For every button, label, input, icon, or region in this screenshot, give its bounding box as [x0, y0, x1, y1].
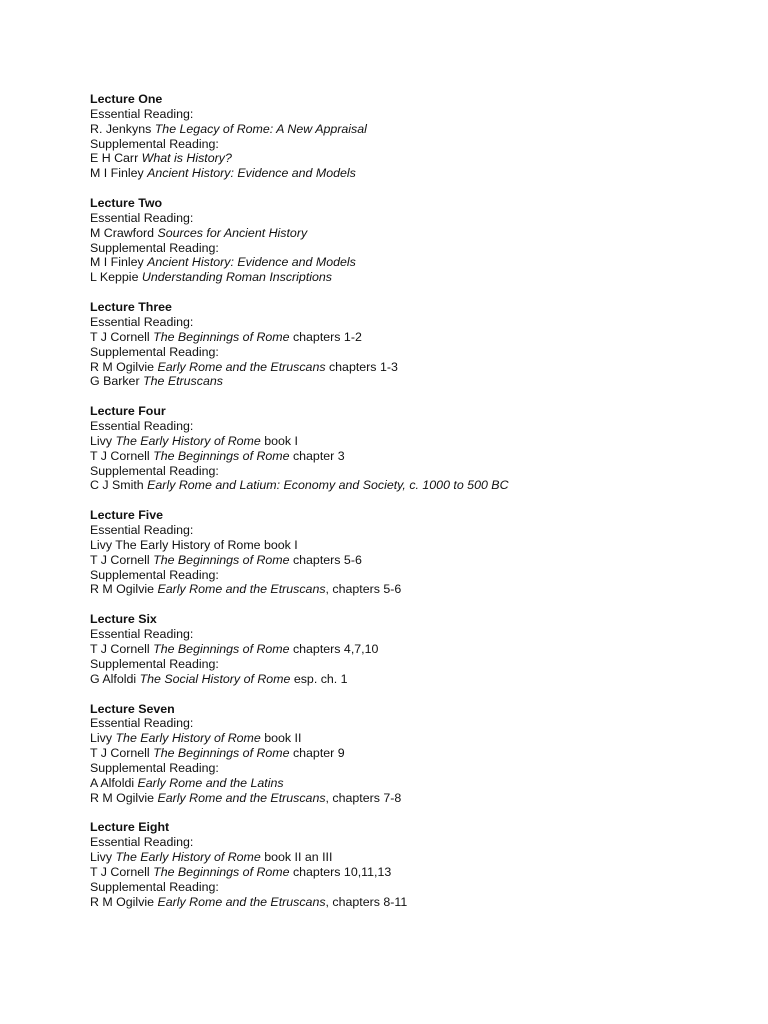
entry-text: Essential Reading: [90, 210, 194, 225]
book-title: The Social History of Rome [139, 671, 291, 686]
book-title: Understanding Roman Inscriptions [141, 270, 332, 285]
entry-text: Livy [90, 433, 116, 448]
reading-entry [90, 270, 768, 285]
reading-entry [90, 791, 768, 806]
reading-entry [90, 553, 768, 568]
reading-entry [90, 582, 768, 597]
book-title: Early Rome and the Etruscans [157, 894, 326, 909]
entry-text: A Alfoldi [90, 775, 138, 790]
book-title: The Beginnings of Rome [153, 864, 290, 879]
reading-category-label [90, 419, 768, 434]
entry-text: Livy The Early History of Rome book I [90, 537, 298, 552]
lecture-title: Lecture Six [90, 612, 157, 627]
reading-entry [90, 360, 768, 375]
reading-category-label [90, 627, 768, 642]
lecture-section [90, 404, 768, 493]
book-title: Early Rome and the Etruscans [157, 790, 326, 805]
reading-entry [90, 865, 768, 880]
reading-entry [90, 642, 768, 657]
entry-text: Essential Reading: [90, 716, 194, 731]
reading-entry [90, 776, 768, 791]
entry-text: M I Finley [90, 166, 148, 181]
entry-text: Essential Reading: [90, 835, 194, 850]
reading-category-label [90, 716, 768, 731]
reading-category-label [90, 137, 768, 152]
entry-text: , chapters 8-11 [325, 894, 408, 909]
book-title: The Early History of Rome [115, 850, 261, 865]
reading-category-label [90, 761, 768, 776]
reading-entry [90, 538, 768, 553]
reading-entry [90, 434, 768, 449]
lecture-title: Lecture Seven [90, 701, 175, 716]
lecture-section [90, 702, 768, 806]
lecture-section [90, 300, 768, 389]
entry-text: R. Jenkyns [90, 121, 155, 136]
entry-text: Supplemental Reading: [90, 656, 219, 671]
entry-text: Supplemental Reading: [90, 463, 219, 478]
lecture-title: Lecture One [90, 92, 163, 106]
lecture-title: Lecture Eight [90, 820, 170, 835]
lecture-section [90, 508, 768, 597]
entry-text: C J Smith [90, 478, 148, 493]
book-title: The Legacy of Rome: A New Appraisal [154, 121, 367, 136]
book-title: The Beginnings of Rome [153, 448, 290, 463]
entry-text: Essential Reading: [90, 314, 194, 329]
lecture-section [90, 196, 768, 285]
entry-text: T J Cornell [90, 642, 154, 656]
reading-category-label [90, 657, 768, 672]
reading-entry [90, 166, 768, 181]
entry-text: esp. ch. 1 [290, 671, 348, 686]
entry-text: T J Cornell [90, 448, 154, 463]
entry-text: T J Cornell [90, 329, 154, 344]
reading-category-label [90, 523, 768, 538]
reading-entry [90, 895, 768, 910]
book-title: The Etruscans [143, 374, 223, 389]
entry-text: chapters 10,11,13 [289, 864, 392, 879]
reading-entry [90, 731, 768, 746]
book-title: The Early History of Rome [115, 731, 261, 746]
entry-text: chapter 3 [289, 448, 345, 463]
reading-category-label [90, 835, 768, 850]
entry-text: book II an III [260, 850, 333, 865]
entry-text: T J Cornell [90, 746, 154, 761]
entry-text: chapters 1-2 [289, 329, 362, 344]
entry-text: G Alfoldi [90, 671, 140, 686]
reading-entry [90, 226, 768, 241]
lecture-title: Lecture Four [90, 404, 166, 419]
lecture-section [90, 92, 768, 181]
reading-entry [90, 746, 768, 761]
reading-entry [90, 449, 768, 464]
entry-text: R M Ogilvie [90, 790, 158, 805]
reading-entry [90, 850, 768, 865]
reading-category-label [90, 241, 768, 256]
reading-category-label [90, 464, 768, 479]
entry-text: Essential Reading: [90, 419, 194, 434]
entry-text: R M Ogilvie [90, 894, 158, 909]
lecture-section [90, 612, 768, 686]
entry-text: Supplemental Reading: [90, 879, 219, 894]
book-title: What is History? [141, 151, 232, 166]
entry-text: R M Ogilvie [90, 582, 158, 597]
book-title: Early Rome and Latium: Economy and Society, c. 1000 to 500 BC [147, 478, 509, 493]
entry-text: chapters 4,7,10 [289, 642, 379, 656]
reading-entry [90, 255, 768, 270]
entry-text: Essential Reading: [90, 627, 194, 642]
reading-category-label [90, 568, 768, 583]
lecture-title: Lecture Three [90, 300, 172, 315]
entry-text: T J Cornell [90, 552, 154, 567]
book-title: The Beginnings of Rome [153, 642, 290, 656]
entry-text: book I [260, 433, 298, 448]
entry-text: Supplemental Reading: [90, 136, 219, 151]
reading-entry [90, 151, 768, 166]
book-title: The Early History of Rome [115, 433, 261, 448]
entry-text: Supplemental Reading: [90, 344, 219, 359]
book-title: The Beginnings of Rome [153, 552, 290, 567]
entry-text: E H Carr [90, 151, 142, 166]
entry-text: R M Ogilvie [90, 359, 158, 374]
entry-text: chapters 1-3 [325, 359, 398, 374]
reading-entry [90, 122, 768, 137]
entry-text: Essential Reading: [90, 523, 194, 538]
lecture-title: Lecture Two [90, 196, 163, 211]
entry-text: , chapters 7-8 [325, 790, 402, 805]
entry-text: L Keppie [90, 270, 142, 285]
entry-text: M Crawford [90, 225, 158, 240]
entry-text: Essential Reading: [90, 106, 194, 121]
entry-text: Livy [90, 731, 116, 746]
reading-category-label [90, 345, 768, 360]
entry-text: , chapters 5-6 [325, 582, 402, 597]
entry-text: book II [260, 731, 302, 746]
entry-text: chapter 9 [289, 746, 345, 761]
book-title: Early Rome and the Etruscans [157, 582, 326, 597]
book-title: Sources for Ancient History [157, 225, 308, 240]
entry-text: G Barker [90, 374, 144, 389]
reading-entry [90, 672, 768, 687]
book-title: Ancient History: Evidence and Models [147, 166, 356, 181]
entry-text: T J Cornell [90, 864, 154, 879]
entry-text: M I Finley [90, 255, 148, 270]
lecture-list [90, 92, 768, 910]
reading-category-label [90, 211, 768, 226]
reading-entry [90, 374, 768, 389]
reading-category-label [90, 880, 768, 895]
book-title: The Beginnings of Rome [153, 746, 290, 761]
lecture-title: Lecture Five [90, 508, 163, 523]
reading-entry [90, 478, 768, 493]
entry-text: Supplemental Reading: [90, 567, 219, 582]
book-title: Early Rome and the Etruscans [157, 359, 326, 374]
reading-entry [90, 330, 768, 345]
lecture-section [90, 820, 768, 909]
entry-text: Supplemental Reading: [90, 760, 219, 775]
entry-text: Livy [90, 850, 116, 865]
reading-category-label [90, 107, 768, 122]
book-title: Ancient History: Evidence and Models [147, 255, 356, 270]
book-title: The Beginnings of Rome [153, 329, 290, 344]
entry-text: chapters 5-6 [289, 552, 362, 567]
reading-category-label [90, 315, 768, 330]
entry-text: Supplemental Reading: [90, 240, 219, 255]
book-title: Early Rome and the Latins [137, 775, 284, 790]
